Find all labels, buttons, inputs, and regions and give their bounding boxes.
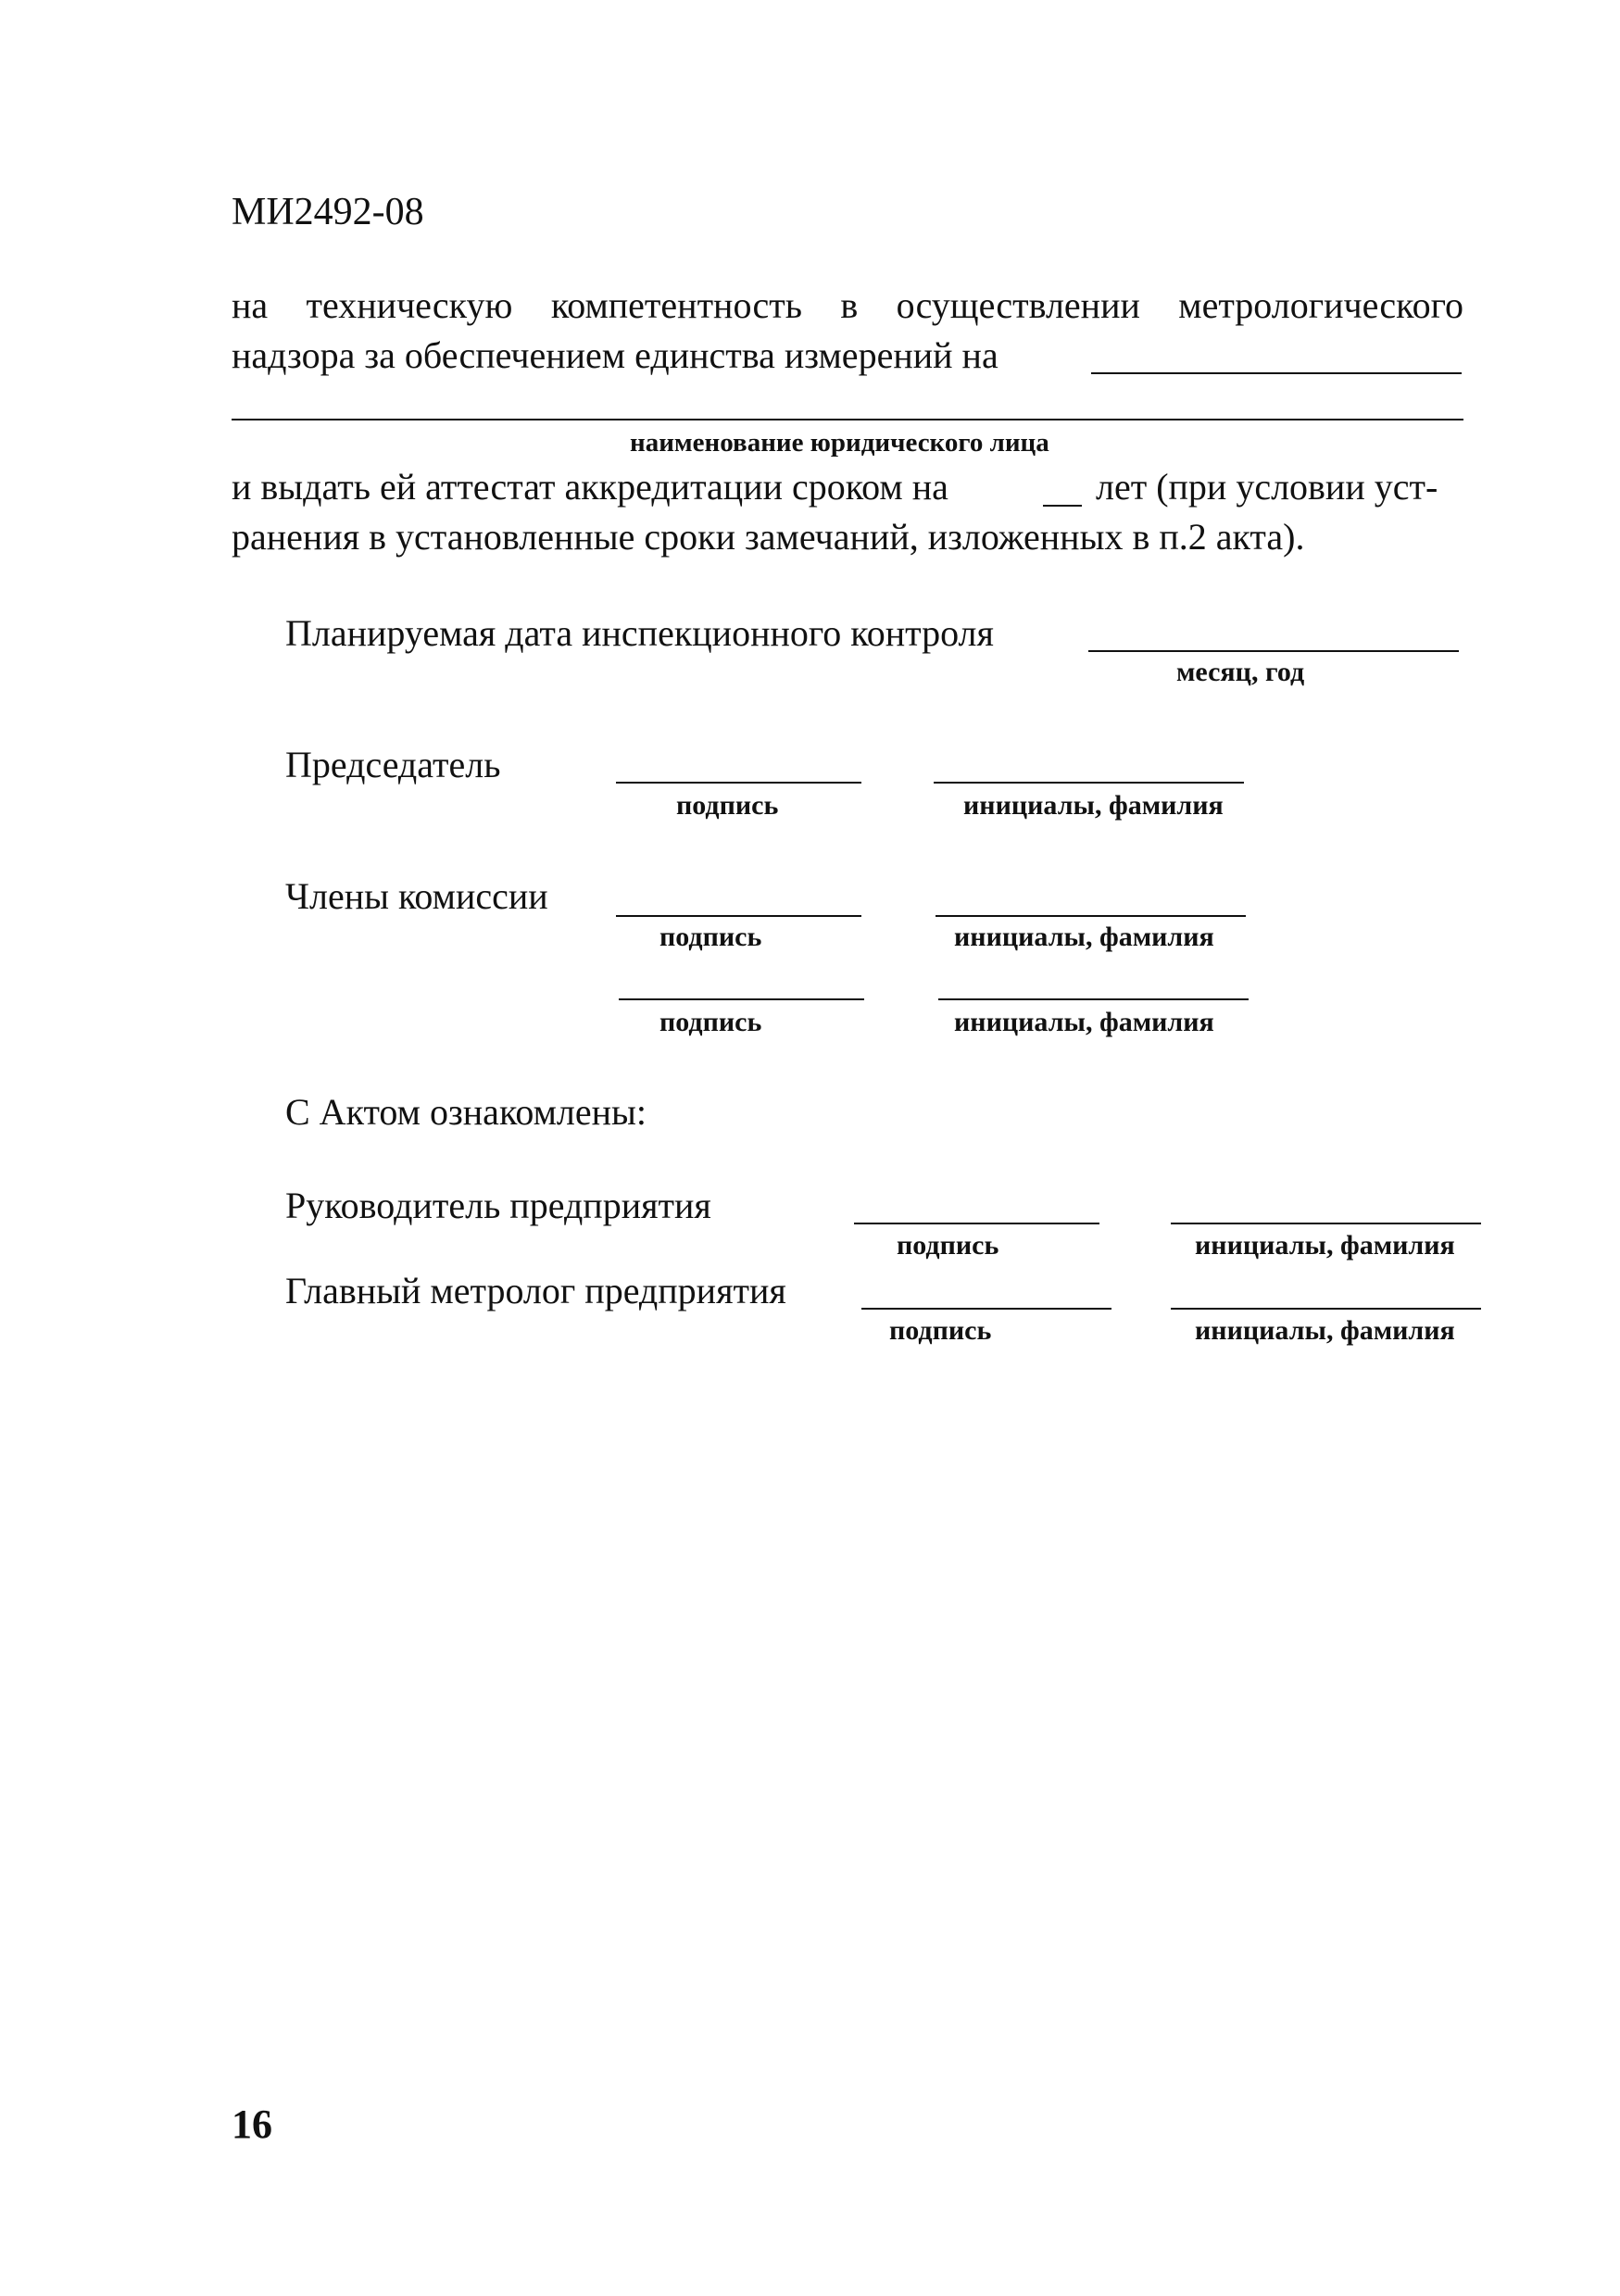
member-1-signature-line bbox=[616, 915, 861, 917]
paragraph-line: и выдать ей аттестат аккредитации сроком на bbox=[232, 466, 948, 508]
metrologist-signature-line bbox=[861, 1308, 1111, 1310]
paragraph-line: надзора за обеспечением единства измерений на bbox=[232, 334, 998, 376]
metrologist-label: Главный метролог предприятия bbox=[285, 1270, 786, 1311]
chairman-label: Председатель bbox=[285, 744, 501, 785]
chairman-name-line bbox=[934, 782, 1244, 784]
document-code: МИ2492-08 bbox=[232, 191, 424, 233]
caption-legal-entity: наименование юридического лица bbox=[630, 428, 1049, 458]
director-name-line bbox=[1171, 1223, 1481, 1224]
members-label: Члены комиссии bbox=[285, 875, 548, 917]
director-signature-line bbox=[854, 1223, 1099, 1224]
fill-line-years bbox=[1043, 505, 1082, 507]
member-2-name-caption: инициалы, фамилия bbox=[954, 1007, 1214, 1037]
chairman-name-caption: инициалы, фамилия bbox=[963, 790, 1224, 821]
metrologist-name-line bbox=[1171, 1308, 1481, 1310]
fill-line-entity bbox=[1091, 372, 1462, 374]
member-2-signature-caption: подпись bbox=[659, 1007, 762, 1037]
paragraph-line: лет (при условии уст- bbox=[1096, 466, 1438, 508]
page-number: 16 bbox=[232, 2102, 272, 2147]
acknowledged-label: С Актом ознакомлены: bbox=[285, 1091, 647, 1133]
inspection-date-label: Планируемая дата инспекционного контроля bbox=[285, 612, 994, 654]
paragraph-line: ранения в установленные сроки замечаний, изложенных в п.2 акта). bbox=[232, 516, 1305, 558]
chairman-signature-line bbox=[616, 782, 861, 784]
member-1-name-caption: инициалы, фамилия bbox=[954, 922, 1214, 952]
paragraph-line: на техническую компетентность в осуществлении метрологического bbox=[232, 284, 1463, 326]
member-1-signature-caption: подпись bbox=[659, 922, 762, 952]
inspection-date-line bbox=[1088, 650, 1459, 652]
member-2-name-line bbox=[938, 998, 1249, 1000]
inspection-date-caption: месяц, год bbox=[1176, 657, 1305, 687]
metrologist-name-caption: инициалы, фамилия bbox=[1195, 1315, 1455, 1346]
member-1-name-line bbox=[936, 915, 1246, 917]
director-label: Руководитель предприятия bbox=[285, 1185, 711, 1226]
chairman-signature-caption: подпись bbox=[676, 790, 779, 821]
director-signature-caption: подпись bbox=[897, 1230, 999, 1261]
metrologist-signature-caption: подпись bbox=[889, 1315, 992, 1346]
director-name-caption: инициалы, фамилия bbox=[1195, 1230, 1455, 1261]
fill-line-entity-full bbox=[232, 419, 1463, 420]
member-2-signature-line bbox=[619, 998, 864, 1000]
